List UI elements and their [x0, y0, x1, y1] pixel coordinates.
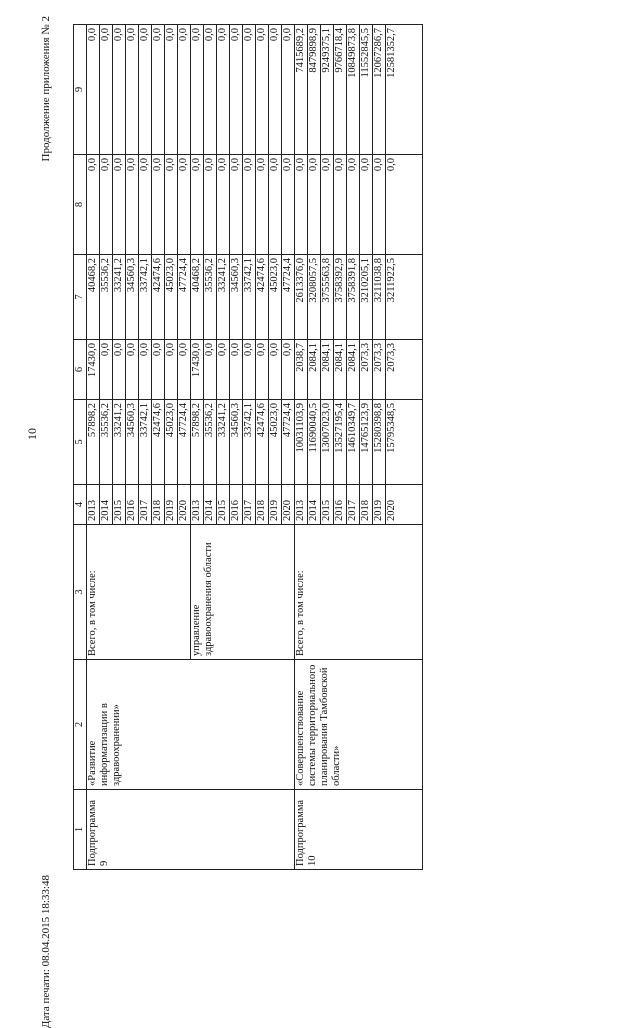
value-cell: 33742,1 — [139, 255, 152, 340]
value-cell: 3211922,5 — [386, 255, 423, 340]
value-cell: 3755563,8 — [321, 255, 334, 340]
value-cell: 57898,2 — [191, 400, 204, 485]
value-cell: 0,0 — [113, 25, 126, 155]
year-cell: 2018 — [152, 485, 165, 525]
col-header-1: 1 — [74, 790, 87, 870]
value-cell: 0,0 — [139, 25, 152, 155]
value-cell: 33241,2 — [113, 255, 126, 340]
value-cell: 0,0 — [217, 155, 230, 255]
year-cell: 2018 — [256, 485, 269, 525]
value-cell: 0,0 — [165, 25, 178, 155]
year-cell: 2020 — [282, 485, 295, 525]
table-row — [87, 25, 100, 870]
value-cell: 2073,3 — [386, 340, 423, 400]
value-cell: 2084,1 — [308, 340, 321, 400]
value-cell: 12067286,7 — [373, 25, 386, 155]
value-cell: 0,0 — [152, 155, 165, 255]
value-cell: 0,0 — [204, 155, 217, 255]
value-cell: 40468,2 — [87, 255, 100, 340]
year-cell: 2018 — [360, 485, 373, 525]
value-cell: 33742,1 — [243, 255, 256, 340]
print-date: Дата печати: 08.04.2015 18:33:48 — [40, 875, 52, 1028]
program-cell: Подпрограмма 9 — [87, 790, 295, 870]
value-cell: 17430,0 — [191, 340, 204, 400]
year-cell: 2014 — [100, 485, 113, 525]
value-cell: 12581352,7 — [386, 25, 423, 155]
value-cell: 47724,4 — [178, 255, 191, 340]
value-cell: 0,0 — [217, 340, 230, 400]
year-cell: 2016 — [334, 485, 347, 525]
year-cell: 2016 — [126, 485, 139, 525]
value-cell: 0,0 — [282, 155, 295, 255]
value-cell: 2073,3 — [373, 340, 386, 400]
value-cell: 8479898,9 — [308, 25, 321, 155]
value-cell: 0,0 — [165, 155, 178, 255]
value-cell: 0,0 — [113, 340, 126, 400]
value-cell: 0,0 — [152, 340, 165, 400]
value-cell: 14765123,9 — [360, 400, 373, 485]
value-cell: 0,0 — [152, 25, 165, 155]
year-cell: 2020 — [386, 485, 423, 525]
program-name-cell: «Совершенствование системы территориального планирования Тамбовской области» — [295, 660, 423, 790]
value-cell: 0,0 — [243, 155, 256, 255]
program-name-cell: «Развитие информатизации в здравоохранении» — [87, 660, 295, 790]
value-cell: 0,0 — [308, 155, 321, 255]
value-cell: 0,0 — [139, 340, 152, 400]
rotated-page — [73, 25, 608, 870]
value-cell: 0,0 — [87, 155, 100, 255]
value-cell: 0,0 — [178, 25, 191, 155]
value-cell: 0,0 — [243, 25, 256, 155]
value-cell: 9766718,4 — [334, 25, 347, 155]
value-cell: 0,0 — [217, 25, 230, 155]
value-cell: 0,0 — [230, 25, 243, 155]
value-cell: 0,0 — [256, 155, 269, 255]
value-cell: 42474,6 — [256, 255, 269, 340]
year-cell: 2015 — [113, 485, 126, 525]
value-cell: 2084,1 — [321, 340, 334, 400]
value-cell: 40468,2 — [191, 255, 204, 340]
value-cell: 34560,3 — [230, 255, 243, 340]
value-cell: 13527195,4 — [334, 400, 347, 485]
year-cell: 2019 — [269, 485, 282, 525]
value-cell: 35536,2 — [204, 400, 217, 485]
value-cell: 15795348,5 — [386, 400, 423, 485]
col-header-6: 6 — [74, 340, 87, 400]
value-cell: 2073,3 — [360, 340, 373, 400]
value-cell: 0,0 — [139, 155, 152, 255]
value-cell: 34560,3 — [126, 255, 139, 340]
value-cell: 0,0 — [334, 155, 347, 255]
value-cell: 0,0 — [100, 25, 113, 155]
col-header-4: 4 — [74, 485, 87, 525]
col-header-9: 9 — [74, 25, 87, 155]
value-cell: 3210205,1 — [360, 255, 373, 340]
funding-label-cell: управление здравоохранения области — [191, 525, 295, 660]
value-cell: 0,0 — [230, 340, 243, 400]
value-cell: 0,0 — [126, 25, 139, 155]
col-header-2: 2 — [74, 660, 87, 790]
value-cell: 0,0 — [256, 25, 269, 155]
year-cell: 2016 — [230, 485, 243, 525]
value-cell: 42474,6 — [256, 400, 269, 485]
year-cell: 2017 — [243, 485, 256, 525]
value-cell: 0,0 — [191, 155, 204, 255]
value-cell: 42474,6 — [152, 255, 165, 340]
value-cell: 47724,4 — [178, 400, 191, 485]
value-cell: 35536,2 — [204, 255, 217, 340]
value-cell: 0,0 — [87, 25, 100, 155]
col-header-3: 3 — [74, 525, 87, 660]
value-cell: 45023,0 — [269, 400, 282, 485]
value-cell: 33742,1 — [243, 400, 256, 485]
year-cell: 2014 — [204, 485, 217, 525]
table-body — [87, 25, 423, 870]
value-cell: 3208057,5 — [308, 255, 321, 340]
value-cell: 33241,2 — [113, 400, 126, 485]
value-cell: 33241,2 — [217, 400, 230, 485]
value-cell: 11690040,5 — [308, 400, 321, 485]
value-cell: 0,0 — [269, 155, 282, 255]
value-cell: 3758392,9 — [334, 255, 347, 340]
value-cell: 0,0 — [100, 340, 113, 400]
value-cell: 7415689,2 — [295, 25, 308, 155]
year-cell: 2020 — [178, 485, 191, 525]
value-cell: 0,0 — [269, 340, 282, 400]
value-cell: 2038,7 — [295, 340, 308, 400]
value-cell: 35536,2 — [100, 255, 113, 340]
year-cell: 2014 — [308, 485, 321, 525]
year-cell: 2013 — [295, 485, 308, 525]
value-cell: 0,0 — [204, 340, 217, 400]
value-cell: 0,0 — [282, 340, 295, 400]
col-header-8: 8 — [74, 155, 87, 255]
value-cell: 0,0 — [373, 155, 386, 255]
value-cell: 45023,0 — [165, 400, 178, 485]
value-cell: 0,0 — [126, 340, 139, 400]
value-cell: 0,0 — [165, 340, 178, 400]
value-cell: 0,0 — [100, 155, 113, 255]
year-cell: 2017 — [347, 485, 360, 525]
value-cell: 3211038,8 — [373, 255, 386, 340]
value-cell: 57898,2 — [87, 400, 100, 485]
year-cell: 2019 — [165, 485, 178, 525]
value-cell: 47724,4 — [282, 400, 295, 485]
value-cell: 45023,0 — [269, 255, 282, 340]
value-cell: 14610349,7 — [347, 400, 360, 485]
year-cell: 2015 — [321, 485, 334, 525]
funding-label-cell: Всего, в том числе: — [87, 525, 191, 660]
value-cell: 35536,2 — [100, 400, 113, 485]
value-cell: 0,0 — [126, 155, 139, 255]
program-cell: Подпрограмма 10 — [295, 790, 423, 870]
value-cell: 0,0 — [321, 155, 334, 255]
value-cell: 17430,0 — [87, 340, 100, 400]
year-cell: 2013 — [191, 485, 204, 525]
value-cell: 11552845,5 — [360, 25, 373, 155]
value-cell: 10849873,8 — [347, 25, 360, 155]
finance-table — [73, 24, 423, 870]
value-cell: 0,0 — [386, 155, 423, 255]
header-row — [74, 25, 87, 870]
value-cell: 34560,3 — [126, 400, 139, 485]
year-cell: 2017 — [139, 485, 152, 525]
value-cell: 47724,4 — [282, 255, 295, 340]
value-cell: 0,0 — [360, 155, 373, 255]
value-cell: 10031103,9 — [295, 400, 308, 485]
value-cell: 0,0 — [113, 155, 126, 255]
value-cell: 0,0 — [282, 25, 295, 155]
value-cell: 9249375,1 — [321, 25, 334, 155]
appendix-label: Продолжение приложения № 2 — [40, 16, 52, 162]
value-cell: 2084,1 — [334, 340, 347, 400]
value-cell: 2613376,0 — [295, 255, 308, 340]
value-cell: 2084,1 — [347, 340, 360, 400]
year-cell: 2019 — [373, 485, 386, 525]
value-cell: 13007023,0 — [321, 400, 334, 485]
value-cell: 42474,6 — [152, 400, 165, 485]
value-cell: 34560,3 — [230, 400, 243, 485]
value-cell: 0,0 — [269, 25, 282, 155]
page-number: 10 — [25, 428, 39, 440]
value-cell: 33241,2 — [217, 255, 230, 340]
value-cell: 0,0 — [295, 155, 308, 255]
col-header-5: 5 — [74, 400, 87, 485]
value-cell: 0,0 — [230, 155, 243, 255]
value-cell: 0,0 — [243, 340, 256, 400]
year-cell: 2013 — [87, 485, 100, 525]
year-cell: 2015 — [217, 485, 230, 525]
value-cell: 15280398,8 — [373, 400, 386, 485]
value-cell: 0,0 — [204, 25, 217, 155]
value-cell: 0,0 — [178, 155, 191, 255]
value-cell: 45023,0 — [165, 255, 178, 340]
value-cell: 3758391,8 — [347, 255, 360, 340]
value-cell: 0,0 — [191, 25, 204, 155]
value-cell: 0,0 — [347, 155, 360, 255]
funding-label-cell: Всего, в том числе: — [295, 525, 423, 660]
value-cell: 33742,1 — [139, 400, 152, 485]
value-cell: 0,0 — [178, 340, 191, 400]
table-row — [295, 25, 308, 870]
value-cell: 0,0 — [256, 340, 269, 400]
col-header-7: 7 — [74, 255, 87, 340]
